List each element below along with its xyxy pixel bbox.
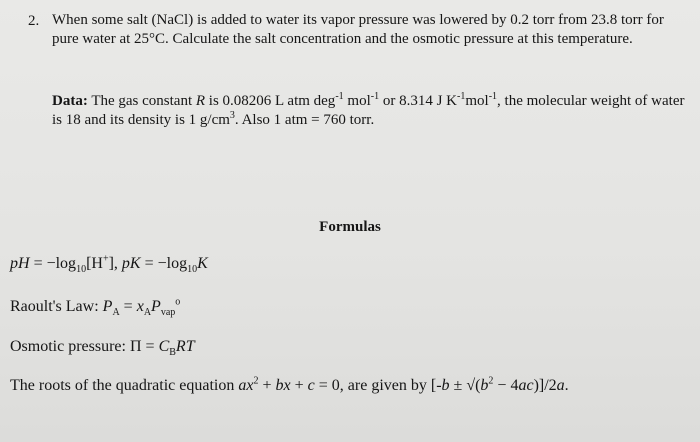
h-ion: [H (86, 255, 103, 272)
rt-symbol: RT (175, 338, 195, 355)
plus: + (290, 377, 308, 394)
p-symbol: P (151, 298, 161, 315)
quad-text: − 4 (493, 377, 519, 394)
exponent: -1 (457, 91, 466, 102)
bracket-close: ], (108, 255, 122, 272)
pi-symbol: Π (129, 338, 142, 355)
data-label: Data: (52, 93, 88, 109)
formulas-heading: Formulas (319, 219, 381, 235)
equals: = (141, 338, 159, 355)
data-text-3: mol (343, 93, 371, 109)
quad-text: . (564, 377, 569, 394)
data-text-1: The gas constant (91, 93, 196, 109)
equals: = (119, 298, 137, 315)
raoult-formula (10, 296, 181, 319)
plus: + (258, 377, 276, 394)
square: 2 (253, 375, 259, 387)
quad-text: = 0, are given by [- (314, 377, 442, 394)
subscript: A (112, 307, 120, 319)
a-term: a (556, 377, 565, 394)
raoult-label: Raoult's Law: (10, 298, 103, 315)
exponent: -1 (370, 91, 380, 102)
question-number: 2. (28, 13, 40, 29)
x-symbol: x (136, 298, 144, 315)
data-paragraph (52, 92, 692, 130)
log-base: 10 (187, 264, 198, 276)
ac-term: ac (518, 377, 534, 394)
c-term: c (307, 377, 315, 394)
data-text-6: , the molecular weight of water is 18 and its density is 1 g/cm (52, 93, 685, 128)
osmotic-label: Osmotic pressure: (10, 338, 130, 355)
exponent: -1 (488, 91, 498, 102)
degree-mark: o (175, 296, 181, 308)
subscript: A (143, 307, 152, 319)
ph-eq: = −log (29, 255, 77, 272)
gas-constant-symbol: R (195, 93, 206, 109)
data-text-4: or 8.314 J K (379, 93, 458, 109)
bx-term: bx (275, 377, 291, 394)
question-text: When some salt (NaCl) is added to water its vapor pressure was lowered by 0.2 torr from 23.8 torr for pure water at 25°C. Calculate the salt concentration and the osmotic pressure at this temperature. (52, 12, 664, 47)
b-term: b (441, 377, 450, 394)
c-symbol: C (158, 338, 170, 355)
k-symbol: K (197, 255, 208, 272)
quad-text: The roots of the quadratic equation (10, 377, 239, 394)
osmotic-formula (10, 338, 195, 359)
plus-charge: + (102, 253, 109, 265)
data-text-7: . Also 1 atm = 760 torr. (234, 112, 375, 128)
exponent: -1 (335, 91, 344, 102)
p-symbol: P (102, 298, 113, 315)
ax-term: ax (238, 377, 254, 394)
b-term: b (480, 377, 489, 394)
data-text-5: mol (465, 93, 489, 109)
pk-symbol: pK (121, 255, 141, 272)
log-base: 10 (76, 264, 87, 276)
subscript-vap: vap (160, 307, 176, 319)
data-text-2: is 0.08206 L atm deg (205, 93, 336, 109)
square: 2 (488, 375, 494, 387)
quad-text: ± √( (449, 377, 481, 394)
ph-formula (10, 253, 208, 276)
quadratic-formula (10, 377, 569, 395)
subscript: B (169, 347, 176, 359)
quad-text: )]/2 (533, 377, 557, 394)
exponent: 3 (229, 110, 235, 121)
ph-symbol: pH (10, 255, 30, 272)
pk-eq: = −log (140, 255, 188, 272)
